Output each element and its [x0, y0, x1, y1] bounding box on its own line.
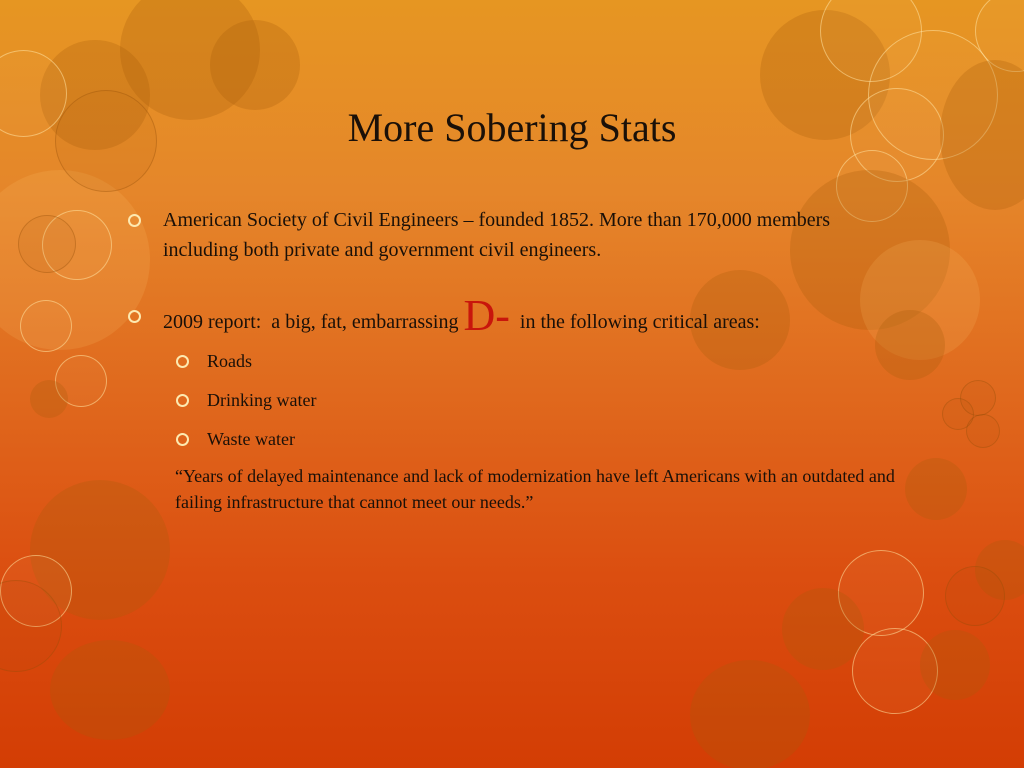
bullet-circle-icon	[128, 214, 141, 227]
bullet-item	[128, 205, 898, 265]
bokeh-circle	[120, 0, 260, 120]
bokeh-circle	[942, 398, 974, 430]
bokeh-circle	[975, 0, 1024, 72]
quote-text: “Years of delayed maintenance and lack of modernization have left Americans with an outdated and failing infrastructure that cannot meet our needs.”	[175, 466, 895, 512]
bokeh-circle	[782, 588, 864, 670]
bokeh-circle	[838, 550, 924, 636]
grade-highlight: D-	[463, 291, 510, 340]
bullet-circle-icon	[128, 310, 141, 323]
bokeh-circle	[18, 215, 76, 273]
sub-bullet-item	[176, 427, 898, 451]
bokeh-circle	[30, 380, 68, 418]
bullet-circle-icon	[176, 355, 189, 368]
bokeh-circle	[0, 580, 62, 672]
bokeh-circle	[966, 414, 1000, 448]
slide-content	[128, 205, 898, 515]
bullet-circle-icon	[176, 433, 189, 446]
bokeh-circle	[55, 355, 107, 407]
bokeh-circle	[210, 20, 300, 110]
bullet-circle-icon	[176, 394, 189, 407]
bokeh-circle	[920, 630, 990, 700]
bullet-item	[128, 291, 898, 340]
bokeh-circle	[945, 566, 1005, 626]
slide-title: More Sobering Stats	[347, 105, 677, 150]
bullet-text-after: in the following critical areas:	[509, 311, 760, 333]
bullet-text-before: 2009 report: a big, fat, embarrassing	[163, 311, 464, 333]
bokeh-circle	[42, 210, 112, 280]
sub-bullet-list	[128, 349, 898, 451]
sub-bullet-text: Waste water	[207, 429, 296, 449]
bokeh-circle	[690, 660, 810, 768]
bokeh-circle	[975, 540, 1024, 600]
sub-bullet-text: Roads	[207, 351, 252, 371]
bokeh-circle	[50, 640, 170, 740]
bokeh-circle	[20, 300, 72, 352]
bokeh-circle	[960, 380, 996, 416]
bokeh-circle	[852, 628, 938, 714]
sub-bullet-item	[176, 349, 898, 373]
sub-bullet-text: Drinking water	[207, 390, 317, 410]
bokeh-circle	[905, 458, 967, 520]
bullet-text: American Society of Civil Engineers – founded 1852. More than 170,000 members including both private and government civil engineers.	[163, 209, 831, 261]
sub-bullet-item	[176, 388, 898, 412]
bokeh-circle	[0, 555, 72, 627]
bokeh-circle	[820, 0, 922, 82]
